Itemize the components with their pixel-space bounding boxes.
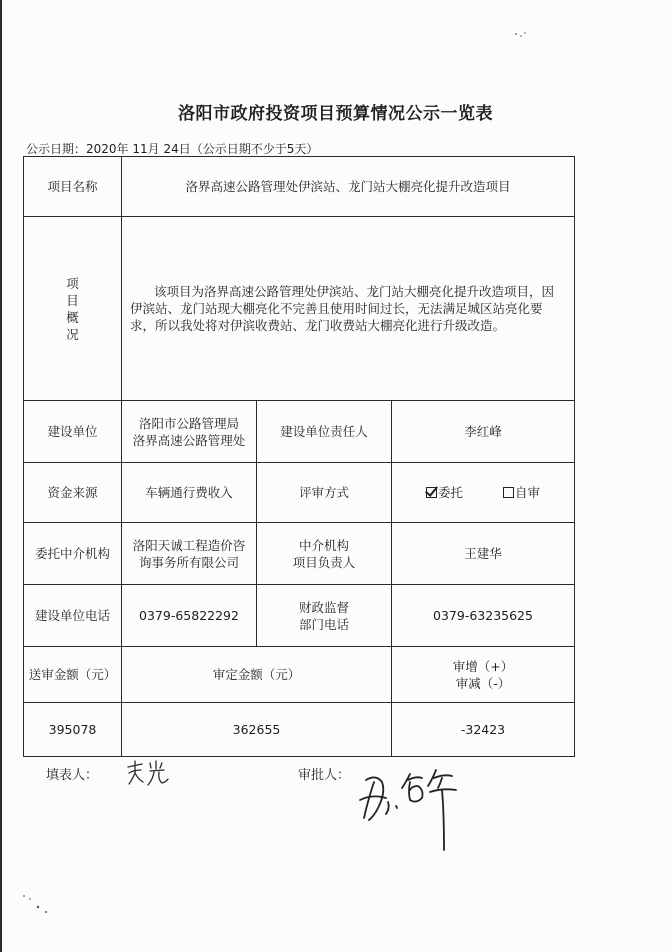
filler-label: 填表人： (46, 768, 99, 783)
project-name-value: 洛界高速公路管理处伊滨站、龙门站大棚亮化提升改造项目 (122, 157, 575, 217)
builder-person-value: 李红峰 (392, 401, 575, 463)
agency-label: 委托中介机构 (24, 523, 122, 585)
finance-phone-value: 0379-63235625 (392, 585, 575, 647)
overview-label: 项 目 概 况 (24, 217, 122, 401)
approved-amount-label: 审定金额（元） (122, 647, 392, 703)
agency-head-label: 中介机构 项目负责人 (257, 523, 392, 585)
builder-label: 建设单位 (24, 401, 122, 463)
approved-amount-value: 362655 (122, 703, 392, 757)
builder-phone-value: 0379-65822292 (122, 585, 257, 647)
option-self-review: 自审 (503, 485, 540, 500)
submitted-amount-label: 送审金额（元） (24, 647, 122, 703)
difference-label: 审增（+） 审减（-） (392, 647, 575, 703)
finance-phone-label: 财政监督 部门电话 (257, 585, 392, 647)
overview-text: 该项目为洛界高速公路管理处伊滨站、龙门站大棚亮化提升改造项目，因伊滨站、龙门站现大棚亮化不完善且使用时间过长，无法满足城区站亮化要求，所以我处将对伊滨收费站、龙门收费站大棚亮化进行升级改造。 (122, 217, 575, 401)
approver-label: 审批人： (298, 768, 351, 783)
funding-value: 车辆通行费收入 (122, 463, 257, 523)
publish-date: 公示日期：2020年 11月 24日（公示日期不少于5天） (26, 142, 319, 156)
review-method-label: 评审方式 (257, 463, 392, 523)
submitted-amount-value: 395078 (24, 703, 122, 757)
funding-label: 资金来源 (24, 463, 122, 523)
project-name-label: 项目名称 (24, 157, 122, 217)
difference-value: -32423 (392, 703, 575, 757)
agency-head-value: 王建华 (392, 523, 575, 585)
option-entrusted: 委托 (426, 485, 467, 500)
agency-value: 洛阳天诚工程造价咨 询事务所有限公司 (122, 523, 257, 585)
builder-value: 洛阳市公路管理局 洛界高速公路管理处 (122, 401, 257, 463)
page-title: 洛阳市政府投资项目预算情况公示一览表 (178, 104, 493, 124)
builder-person-label: 建设单位责任人 (257, 401, 392, 463)
builder-phone-label: 建设单位电话 (24, 585, 122, 647)
